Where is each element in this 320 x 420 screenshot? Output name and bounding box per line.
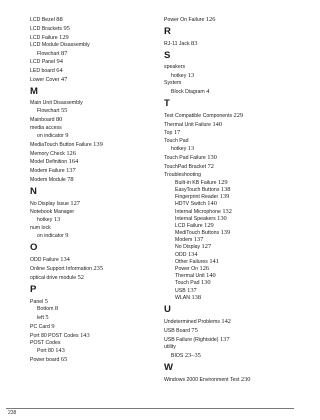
index-page-ref[interactable]: 129 <box>217 178 228 186</box>
index-subentry-lcd-failure <box>164 222 294 229</box>
index-entry-main-unit-disassembly <box>30 100 150 107</box>
index-entry-modem-module <box>30 176 150 183</box>
index-letter-s: S <box>164 50 171 62</box>
index-term: Main Unit Disassembly <box>30 100 83 107</box>
index-page-ref[interactable]: 126 <box>205 16 216 23</box>
index-letter-o: O <box>30 242 38 254</box>
index-term: EasyTouch Buttons <box>175 186 220 193</box>
index-term: Built-in KB Failure <box>175 179 217 186</box>
index-term: Modem Module <box>30 176 66 183</box>
index-entry-lcd-bezel <box>30 16 150 23</box>
index-page-ref[interactable]: 65 <box>60 356 68 364</box>
index-term: optical drive module <box>30 274 77 281</box>
index-entry-thermal-unit-failure <box>164 121 294 128</box>
index-page-ref[interactable]: 140 <box>206 272 216 280</box>
index-term: Test Compatible Components <box>164 112 233 119</box>
index-page-ref[interactable]: 129 <box>204 221 214 229</box>
index-term: num lock <box>30 224 51 231</box>
index-subentry-hdtv-switch <box>164 200 294 207</box>
index-entry-odd-failure <box>30 256 150 263</box>
index-page-ref[interactable]: 129 <box>59 33 69 41</box>
index-page-ref[interactable]: 5 <box>45 313 49 321</box>
index-page-ref[interactable]: 127 <box>201 243 212 251</box>
index-entry-usb-failure-rightside <box>164 336 294 343</box>
index-term: ODD <box>175 251 187 258</box>
index-term: Top <box>164 130 173 137</box>
index-entry-modem-failure <box>30 167 150 174</box>
index-term: Touch Pad <box>175 280 200 287</box>
index-entry-pc-card <box>30 323 150 330</box>
index-term: Port 80 <box>37 348 54 355</box>
index-entry-model-definition <box>30 158 150 165</box>
index-entry-troubleshooting <box>164 172 294 179</box>
index-entry-panel <box>30 298 150 305</box>
index-subentry-on-indicator <box>30 232 150 239</box>
index-term: LCD Bezel <box>30 17 55 23</box>
index-term: hotkey <box>171 146 187 153</box>
index-term: Online Support Information <box>30 266 92 272</box>
index-term: USB Failure (Rightside) <box>164 336 219 343</box>
index-page-ref[interactable]: 78 <box>67 175 74 183</box>
index-page-ref[interactable]: 4 <box>206 87 210 95</box>
index-page-ref[interactable]: 130 <box>207 154 217 162</box>
index-page-ref[interactable]: 126 <box>66 149 76 157</box>
index-page-ref[interactable]: 64 <box>56 67 63 75</box>
index-term: Power board <box>30 357 60 364</box>
index-page-ref[interactable]: 9 <box>65 132 69 139</box>
index-subentry-left <box>30 314 150 321</box>
index-subentry-meditouch-buttons <box>164 229 294 236</box>
index-term: Memory Check <box>30 150 65 157</box>
index-subentry-fingerprint-reader <box>164 193 294 200</box>
index-page-ref[interactable]: 9 <box>65 232 69 240</box>
index-subentry-modem <box>164 236 294 243</box>
index-page-ref[interactable]: 139 <box>93 140 103 148</box>
index-page-ref[interactable]: 140 <box>212 120 223 128</box>
index-term: Modem Failure <box>30 168 65 175</box>
index-subentry-bios <box>164 352 294 359</box>
index-letter-t: T <box>164 97 170 109</box>
index-page-ref[interactable]: 137 <box>66 167 76 175</box>
index-subentry-hotkey <box>164 72 294 79</box>
index-column-left <box>30 16 150 365</box>
index-term: PC Card <box>30 323 50 330</box>
index-subentry-usb <box>164 287 294 294</box>
index-term: Bottom <box>37 306 54 313</box>
index-subentry-port-80 <box>30 347 150 354</box>
index-entry-notebook-manager <box>30 209 150 216</box>
index-entry-lcd-panel <box>30 58 150 65</box>
index-entry-windows-2000-environment-test <box>164 376 294 383</box>
index-page-ref[interactable]: 8 <box>54 305 59 313</box>
index-term: Internal Speakers <box>175 215 216 222</box>
index-subentry-hotkey <box>30 216 150 223</box>
index-page-ref[interactable]: 13 <box>53 216 61 224</box>
index-term: POST Codes <box>30 340 61 347</box>
index-term: Power On Failure <box>164 17 205 23</box>
index-term: on indicator <box>37 233 64 240</box>
index-term: WLAN <box>175 294 190 301</box>
index-page-ref[interactable]: 141 <box>209 257 219 265</box>
index-subentry-internal-microphone <box>164 208 294 215</box>
index-column-right <box>164 16 294 384</box>
index-term: LCD Brackets <box>30 25 62 32</box>
index-subentry-thermal-unit <box>164 272 294 279</box>
index-term: hotkey <box>37 217 53 224</box>
index-term: media access <box>30 124 62 131</box>
index-term: hotkey <box>171 72 187 79</box>
index-subentry-power-on <box>164 265 294 272</box>
index-page-ref[interactable]: 130 <box>217 214 227 222</box>
index-term: Block Diagram <box>171 88 205 95</box>
index-term: Model Definition <box>30 159 68 166</box>
index-page-ref[interactable]: 127 <box>70 200 80 208</box>
index-page-ref[interactable]: 229 <box>233 111 244 119</box>
index-entry-power-on-failure <box>164 16 294 23</box>
index-entry-undetermined-problems <box>164 318 294 325</box>
index-page-ref[interactable]: 80 <box>55 116 63 124</box>
index-term: Fingerprint Reader <box>175 194 219 201</box>
index-term: Touch Pad Failure <box>164 155 206 162</box>
index-letter-p: P <box>30 283 37 295</box>
index-term: LCD Failure <box>175 222 203 229</box>
index-term: No Display Issue <box>30 201 69 208</box>
index-term: speakers <box>164 64 186 71</box>
index-letter-w: W <box>164 361 173 373</box>
index-entry-port-80-post-codes <box>30 332 150 339</box>
index-page-ref[interactable]: 130 <box>200 279 211 287</box>
index-term: Power On <box>175 266 199 273</box>
index-page-ref[interactable]: 87 <box>60 49 68 57</box>
index-page-ref[interactable]: 235 <box>93 265 104 272</box>
index-entry-optical-drive-module <box>30 274 150 281</box>
index-subentry-block-diagram <box>164 88 294 95</box>
index-term: HDTV Switch <box>175 201 206 208</box>
index-subentry-wlan <box>164 294 294 301</box>
page-number: 238 <box>8 410 17 416</box>
index-entry-mainboard <box>30 116 150 123</box>
index-subentry-flowchart <box>30 107 150 114</box>
index-page-ref[interactable]: 17 <box>173 129 181 137</box>
index-entry-led-board <box>30 67 150 74</box>
index-subentry-flowchart <box>30 50 150 57</box>
index-term: LCD Failure <box>30 34 58 41</box>
index-entry-lcd-failure <box>30 34 150 41</box>
index-page-ref[interactable]: 47 <box>60 75 68 83</box>
index-entry-system <box>164 80 294 87</box>
index-entry-speakers <box>164 64 294 71</box>
index-page-ref[interactable]: 134 <box>60 256 70 264</box>
index-page-ref[interactable]: 72 <box>207 162 214 170</box>
index-entry-rj-11-jack <box>164 40 294 47</box>
index-page-ref[interactable]: 94 <box>56 58 63 66</box>
index-letter-r: R <box>164 26 171 38</box>
index-term: left <box>37 314 44 321</box>
index-page-ref[interactable]: 137 <box>187 286 197 294</box>
index-page-ref[interactable]: 230 <box>240 375 251 383</box>
index-term: LCD Panel <box>30 59 56 66</box>
index-entry-no-display-issue <box>30 200 150 207</box>
index-term: Modem <box>175 237 193 244</box>
index-term: Thermal Unit Failure <box>164 121 211 128</box>
index-term: System <box>164 80 182 87</box>
index-term: No Display <box>175 244 201 251</box>
index-page-ref[interactable]: 137 <box>219 335 230 343</box>
index-letter-m: M <box>30 86 38 98</box>
index-subentry-internal-speakers <box>164 215 294 222</box>
index-term: on indicator <box>37 133 64 139</box>
index-entry-test-compatible-components <box>164 112 294 119</box>
index-page-ref[interactable]: 143 <box>80 331 90 339</box>
index-entry-num-lock <box>30 225 150 232</box>
index-entry-post-codes <box>30 340 150 347</box>
index-page-ref[interactable]: 52 <box>77 273 84 281</box>
index-entry-utility <box>164 344 294 351</box>
index-letter-u: U <box>164 303 171 315</box>
index-subentry-touch-pad <box>164 279 294 286</box>
index-page-ref[interactable]: 140 <box>207 200 217 208</box>
index-term: utility <box>164 344 176 351</box>
index-term: Flowchart <box>37 50 60 57</box>
index-subentry-easytouch-buttons <box>164 186 294 193</box>
index-entry-touch-pad-failure <box>164 154 294 161</box>
index-entry-mediatouch-button-failure <box>30 141 150 148</box>
index-term: RJ-11 Jack <box>164 41 190 48</box>
index-page-ref[interactable]: 143 <box>55 347 65 355</box>
index-page-ref[interactable]: 23–35 <box>184 351 201 359</box>
index-page-ref[interactable]: 55 <box>60 107 68 115</box>
index-entry-touch-pad <box>164 138 294 145</box>
index-subentry-no-display <box>164 243 294 250</box>
index-page-ref[interactable]: 139 <box>219 193 230 201</box>
index-term: BIOS <box>171 352 184 359</box>
index-subentry-bottom <box>30 305 150 312</box>
index-term: Troubleshooting <box>164 171 202 178</box>
index-page-ref[interactable]: 137 <box>193 236 204 244</box>
index-term: Mainboard <box>30 117 55 124</box>
index-page-ref[interactable]: 126 <box>199 265 210 273</box>
index-term: Flowchart <box>37 108 60 115</box>
index-entry-lower-cover <box>30 76 150 83</box>
index-entry-touchpad-bracket <box>164 163 294 170</box>
index-term: Panel <box>30 298 44 305</box>
index-letter-n: N <box>30 186 37 198</box>
index-term: TouchPad Bracket <box>164 163 207 170</box>
index-page-ref[interactable]: 134 <box>187 250 198 258</box>
index-term: LCD Module Disassembly <box>30 42 90 49</box>
footer-rule <box>6 408 294 409</box>
index-term: Undetermined Problems <box>164 318 220 325</box>
index-term: Port 80 POST Codes <box>30 332 79 339</box>
index-subentry-built-in-kb-failure <box>164 179 294 186</box>
index-entry-memory-check <box>30 150 150 157</box>
index-term: Internal Microphone <box>175 208 221 215</box>
index-subentry-on-indicator <box>30 132 150 139</box>
index-entry-lcd-module-disassembly <box>30 42 150 49</box>
index-term: Touch Pad <box>164 138 189 145</box>
index-page-ref[interactable]: 95 <box>63 24 70 32</box>
index-term: Windows 2000 Environment Test <box>164 376 240 383</box>
index-subentry-other-failures <box>164 258 294 265</box>
index-entry-media-access <box>30 125 150 132</box>
index-term: MediTouch Buttons <box>175 230 220 237</box>
index-page-ref[interactable]: 139 <box>220 229 231 237</box>
index-page-ref[interactable]: 13 <box>187 145 195 153</box>
index-term: Notebook Manager <box>30 208 75 215</box>
index-page-ref[interactable]: 138 <box>191 293 202 301</box>
index-subentry-hotkey <box>164 145 294 152</box>
index-term: LED board <box>30 68 55 75</box>
index-term: USB Board <box>164 327 190 334</box>
index-page-ref[interactable]: 138 <box>220 185 231 193</box>
index-page-ref[interactable]: 164 <box>68 158 79 166</box>
index-entry-lcd-brackets <box>30 25 150 32</box>
index-page-ref[interactable]: 9 <box>51 322 55 330</box>
index-page-ref[interactable]: 5 <box>44 297 48 305</box>
index-page-ref[interactable]: 75 <box>191 326 198 334</box>
index-page-ref[interactable]: 132 <box>222 207 232 215</box>
index-subentry-odd <box>164 251 294 258</box>
index-page-ref[interactable]: 142 <box>221 317 231 325</box>
index-term: Lower Cover <box>30 76 60 83</box>
index-term: ODD Failure <box>30 257 59 264</box>
index-entry-online-support-information <box>30 265 150 272</box>
index-term: Thermal Unit <box>175 273 205 280</box>
index-page-ref[interactable]: 13 <box>187 71 195 79</box>
index-entry-top <box>164 129 294 136</box>
index-page-ref[interactable]: 83 <box>191 40 198 48</box>
index-term: MediaTouch Button Failure <box>30 141 92 148</box>
index-term: Other Failures <box>175 258 208 265</box>
index-term: USB <box>175 287 186 294</box>
index-entry-power-board <box>30 356 150 363</box>
index-entry-usb-board <box>164 327 294 334</box>
index-page-ref[interactable]: 88 <box>56 16 63 23</box>
